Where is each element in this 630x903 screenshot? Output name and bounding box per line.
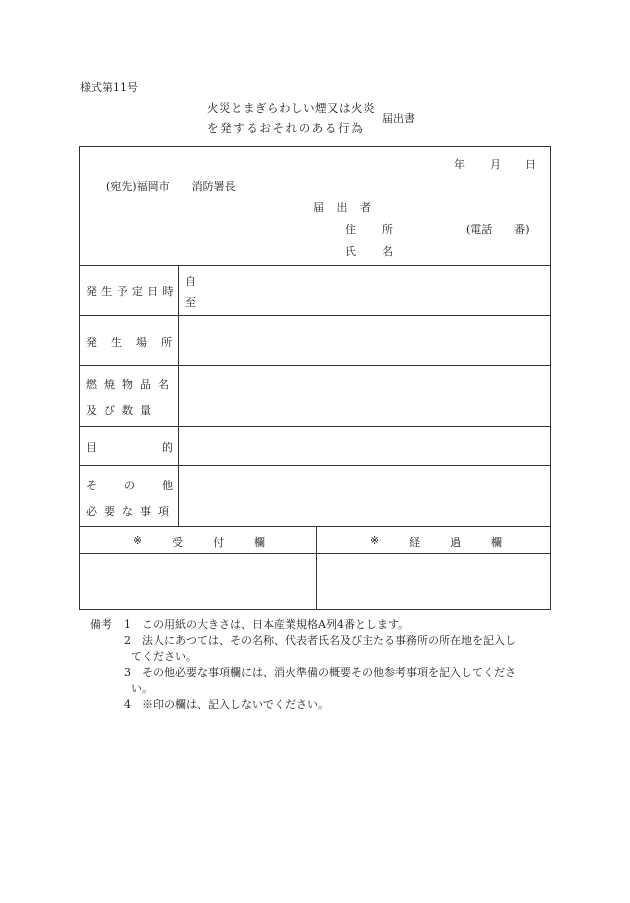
reception-header-char: 欄 bbox=[253, 536, 265, 549]
other-label-char: そ bbox=[86, 479, 97, 492]
notes-heading: 備考 bbox=[90, 618, 112, 631]
divider bbox=[80, 365, 550, 366]
other-label-line2: 必要な事項 bbox=[86, 505, 176, 518]
label-column-divider bbox=[178, 265, 179, 526]
occurrence-time-label: 発生予定日時 bbox=[86, 285, 178, 298]
progress-header-char: 過 bbox=[450, 536, 462, 549]
title-suffix: 届出書 bbox=[382, 112, 415, 125]
note-number: 1 bbox=[124, 618, 131, 631]
reception-column-header bbox=[133, 534, 265, 550]
note-text: この用紙の大きさは、日本産業規格A列4番とします。 bbox=[142, 618, 410, 631]
note-text: ※印の欄は、記入しないでください。 bbox=[142, 698, 329, 711]
divider bbox=[80, 465, 550, 466]
other-label-line1 bbox=[86, 477, 173, 493]
footer-column-divider bbox=[316, 526, 317, 610]
notifier-label-char: 出 bbox=[336, 201, 348, 214]
form-title bbox=[207, 100, 467, 140]
purpose-label-start: 目 bbox=[86, 441, 97, 454]
note-item bbox=[90, 697, 560, 713]
note-item bbox=[90, 633, 560, 665]
title-line-1: 火災とまぎらわしい煙又は火炎 bbox=[207, 101, 375, 115]
purpose-label-end: 的 bbox=[162, 441, 173, 454]
note-text-continued: い。 bbox=[131, 682, 153, 695]
notifier-label-char: 届 bbox=[313, 201, 324, 214]
name-label bbox=[345, 243, 393, 259]
note-item bbox=[90, 665, 560, 697]
form-table bbox=[79, 146, 551, 610]
progress-header-char: 経 bbox=[409, 536, 421, 549]
note-number: 4 bbox=[124, 698, 131, 711]
addressee: (宛先)福岡市 消防署長 bbox=[106, 180, 236, 193]
title-line-2: を発するおそれのある行為 bbox=[207, 121, 365, 135]
date-year-label: 年 bbox=[454, 158, 465, 171]
form-number: 様式第11号 bbox=[80, 81, 138, 94]
other-label-char: 他 bbox=[162, 479, 173, 492]
combustibles-label-line2: 及び数量 bbox=[86, 404, 158, 417]
name-label-char: 氏 bbox=[345, 245, 356, 258]
divider bbox=[80, 553, 550, 554]
note-text: その他必要な事項欄には、消火準備の概要その他参考事項を記入してくださ bbox=[142, 666, 516, 679]
progress-header-char: 欄 bbox=[490, 536, 502, 549]
occurrence-place-label: 発生場所 bbox=[86, 336, 186, 349]
notifier-label bbox=[313, 199, 371, 215]
name-label-char: 名 bbox=[382, 245, 393, 258]
divider bbox=[80, 315, 550, 316]
progress-header-char: ※ bbox=[370, 534, 380, 547]
divider bbox=[80, 526, 550, 527]
reception-header-char: 受 bbox=[172, 536, 184, 549]
address-label-char: 所 bbox=[382, 223, 393, 236]
note-item bbox=[90, 617, 560, 633]
phone-label: (電話 番) bbox=[466, 223, 530, 236]
address-label bbox=[345, 221, 393, 237]
occurrence-time-from-label: 自 bbox=[185, 275, 196, 288]
notifier-label-char: 者 bbox=[360, 201, 371, 214]
note-number: 3 bbox=[124, 666, 131, 679]
date-month-label: 月 bbox=[490, 158, 501, 171]
address-label-char: 住 bbox=[345, 223, 356, 236]
notes bbox=[90, 617, 560, 713]
other-label-char: の bbox=[124, 479, 135, 492]
note-text-continued: てください。 bbox=[131, 650, 197, 663]
divider bbox=[80, 265, 550, 266]
reception-header-char: 付 bbox=[213, 536, 225, 549]
note-number: 2 bbox=[124, 634, 131, 647]
divider bbox=[80, 426, 550, 427]
progress-column-header bbox=[370, 534, 502, 550]
note-text: 法人にあつては、その名称、代表者氏名及び主たる事務所の所在地を記入し bbox=[142, 634, 516, 647]
reception-header-char: ※ bbox=[133, 534, 143, 547]
occurrence-time-to-label: 至 bbox=[185, 296, 196, 309]
date-day-label: 日 bbox=[525, 158, 536, 171]
combustibles-label-line1: 燃焼物品名 bbox=[86, 378, 176, 391]
